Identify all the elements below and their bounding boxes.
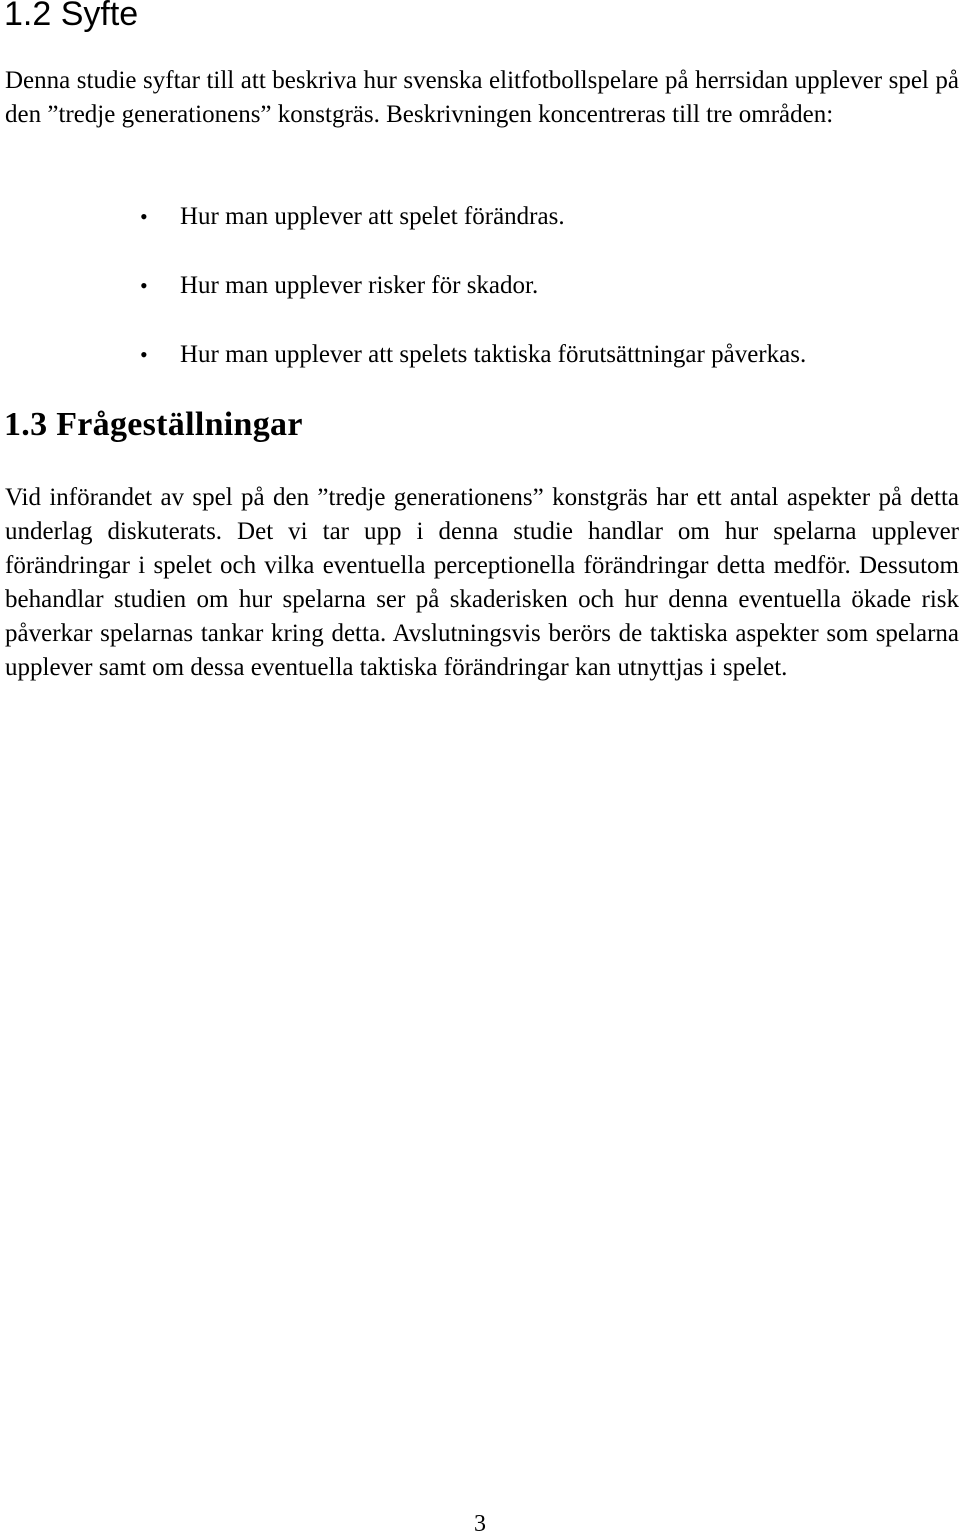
bullet-icon: • (140, 273, 148, 298)
bullet-item (140, 200, 806, 269)
bullet-text: Hur man upplever risker för skador. (180, 272, 539, 299)
syfte-paragraph: Denna studie syftar till att beskriva hur svenska elitfotbollspelare på herrsidan upplever spel på den ”tredje generationens” konstgräs. Beskrivningen koncentreras till tre områden: (5, 67, 959, 128)
bullet-text: Hur man upplever att spelets taktiska förutsättningar påverkas. (180, 341, 807, 368)
bullet-item (140, 338, 806, 407)
section-heading-syfte: 1.2 Syfte (4, 0, 139, 33)
page-number: 3 (474, 1511, 486, 1537)
bullet-text: Hur man upplever att spelet förändras. (180, 203, 565, 230)
bullet-item (140, 269, 806, 338)
syfte-bullet-list (140, 200, 806, 407)
bullet-icon: • (140, 342, 148, 367)
fragestallningar-paragraph: Vid införandet av spel på den ”tredje generationens” konstgräs har ett antal aspekter på detta underlag diskuterats. Det vi tar upp i denna studie handlar om hur spelarna upplever förändringar i spelet och vilka eventuella perceptionella förändringar detta medför. Dessutom behandlar studien om hur spelarna ser på skaderisken och hur denna eventuella ökade risk påverkar spelarnas tankar kring detta. Avslutningsvis berörs de taktiska aspekter som spelarna upplever samt om dessa eventuella taktiska förändringar kan utnyttjas i spelet. (5, 484, 959, 681)
section-heading-fragestallningar: 1.3 Frågeställningar (4, 406, 303, 443)
bullet-icon: • (140, 204, 148, 229)
